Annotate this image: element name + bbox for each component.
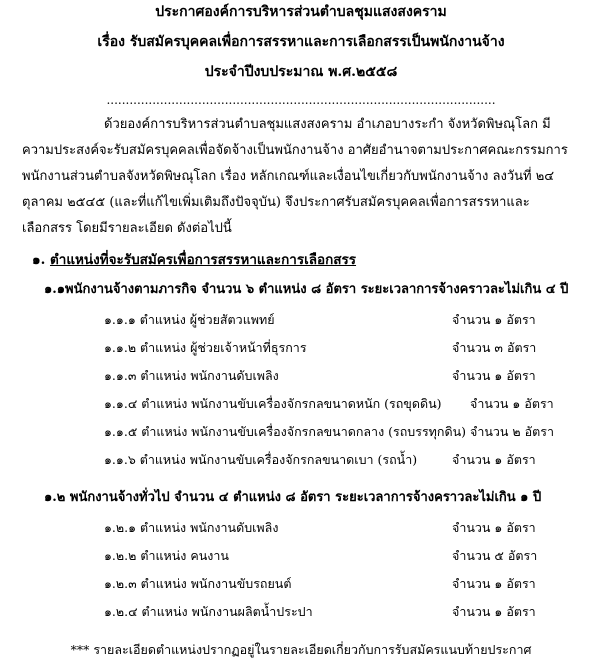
divider-dots: ......................................................................................................: [106, 93, 496, 107]
body-line: ความประสงค์จะรับสมัครบุคคลเพื่อจัดจ้างเป็นพนักงานจ้าง อาศัยอำนาจตามประกาศคณะกรรมการ: [22, 143, 568, 158]
position-name: ๑.๑.๖ ตำแหน่ง พนักงานขับเครื่องจักรกลขนาดเบา (รถน้ำ): [104, 452, 418, 467]
section-title: ตำแหน่งที่จะรับสมัครเพื่อการสรรหาและการเลือกสรร: [49, 252, 357, 268]
body-line: ด้วยองค์การบริหารส่วนตำบลชุมแสงสงคราม อำเภอบางระกำ จังหวัดพิษณุโลก มี: [104, 117, 551, 132]
announcement-title: ประกาศองค์การบริหารส่วนตำบลชุมแสงสงคราม: [155, 4, 447, 20]
group-heading-general: ๑.๒ พนักงานจ้างทั่วไป จำนวน ๔ ตำแหน่ง ๘ อัตรา ระยะเวลาการจ้างคราวละไม่เกิน ๑ ปี: [44, 490, 542, 505]
body-line: ตุลาคม ๒๕๔๕ (และที่แก้ไขเพิ่มเติมถึงปัจจุบัน) จึงประกาศรับสมัครบุคคลเพื่อการสรรหาและ: [22, 195, 530, 210]
body-line: พนักงานส่วนตำบลจังหวัดพิษณุโลก เรื่อง หลักเกณฑ์และเงื่อนไขเกี่ยวกับพนักงานจ้าง ลงวันที่ ๒๔: [22, 169, 555, 184]
section-number: ๑.: [32, 252, 46, 268]
position-count: จำนวน ๑ อัตรา: [452, 368, 536, 383]
position-name: ๑.๒.๓ ตำแหน่ง พนักงานขับรถยนต์: [104, 576, 292, 591]
position-name: ๑.๑.๕ ตำแหน่ง พนักงานขับเครื่องจักรกลขนาดกลาง (รถบรรทุกดิน): [104, 424, 467, 439]
group-heading-mission: ๑.๑พนักงานจ้างตามภารกิจ จำนวน ๖ ตำแหน่ง ๘ อัตรา ระยะเวลาการจ้างคราวละไม่เกิน ๔ ปี: [44, 282, 569, 297]
position-name: ๑.๑.๔ ตำแหน่ง พนักงานขับเครื่องจักรกลขนาดหนัก (รถขุดดิน): [104, 396, 442, 411]
position-count: จำนวน ๓ อัตรา: [452, 340, 537, 355]
footnote: *** รายละเอียดตำแหน่งปรากฏอยู่ในรายละเอียดเกี่ยวกับการรับสมัครแนบท้ายประกาศ: [70, 642, 532, 657]
position-count: จำนวน ๑ อัตรา: [452, 604, 536, 619]
fiscal-year: ประจำปีงบประมาณ พ.ศ.๒๕๕๘: [204, 64, 398, 80]
position-name: ๑.๑.๑ ตำแหน่ง ผู้ช่วยสัตวแพทย์: [104, 312, 275, 327]
position-count: จำนวน ๒ อัตรา: [470, 424, 554, 439]
announcement-subject: เรื่อง รับสมัครบุคคลเพื่อการสรรหาและการเลือกสรรเป็นพนักงานจ้าง: [97, 34, 505, 50]
position-count: จำนวน ๕ อัตรา: [452, 548, 538, 563]
position-name: ๑.๑.๒ ตำแหน่ง ผู้ช่วยเจ้าหน้าที่ธุรการ: [104, 340, 307, 355]
position-count: จำนวน ๑ อัตรา: [452, 312, 536, 327]
position-count: จำนวน ๑ อัตรา: [470, 396, 554, 411]
position-name: ๑.๒.๔ ตำแหน่ง พนักงานผลิตน้ำประปา: [104, 604, 313, 619]
position-name: ๑.๑.๓ ตำแหน่ง พนักงานดับเพลิง: [104, 368, 279, 383]
position-count: จำนวน ๑ อัตรา: [452, 452, 536, 467]
section-heading: [32, 250, 356, 270]
body-line: เลือกสรร โดยมีรายละเอียด ดังต่อไปนี้: [22, 221, 232, 236]
position-count: จำนวน ๑ อัตรา: [452, 576, 536, 591]
position-name: ๑.๒.๑ ตำแหน่ง พนักงานดับเพลิง: [104, 520, 279, 535]
position-name: ๑.๒.๒ ตำแหน่ง คนงาน: [104, 548, 229, 563]
position-count: จำนวน ๑ อัตรา: [452, 520, 536, 535]
